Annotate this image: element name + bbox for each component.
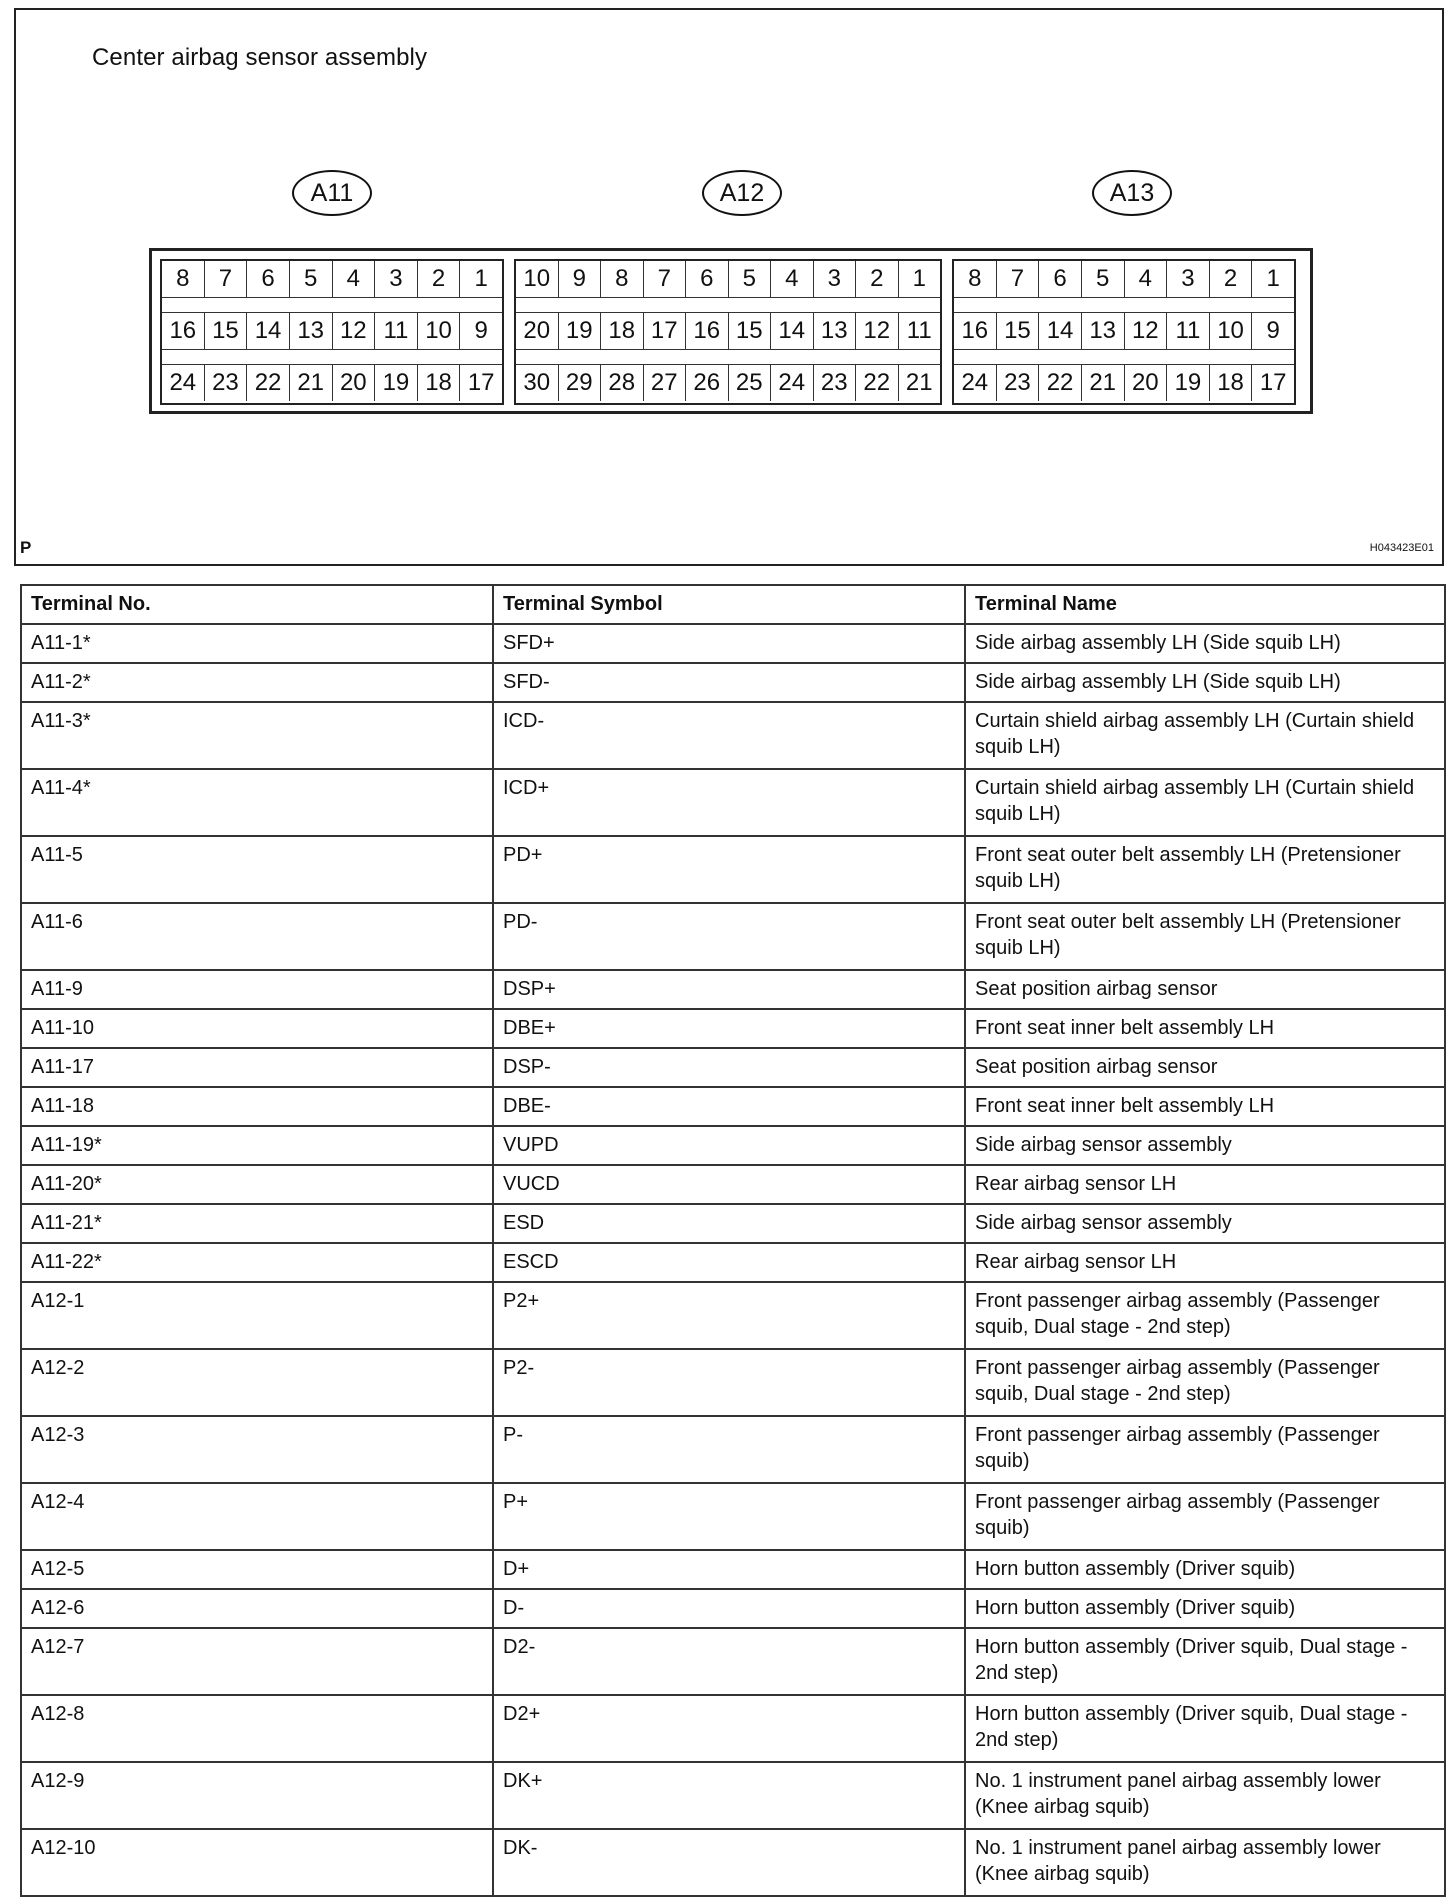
table-row [21,702,1445,769]
pin-row-divider [162,297,502,313]
pin-number: 11 [1167,313,1210,349]
pin-number: 5 [290,261,333,297]
terminal-no-cell: A11-17 [21,1048,493,1087]
terminal-no-cell: A11-5 [21,836,493,903]
pin-number: 15 [205,313,248,349]
pin-number: 17 [467,369,495,396]
pin-number: 24 [162,365,205,401]
connector-housing [149,248,1313,414]
pin-row-divider [954,349,1294,365]
table-row [21,663,1445,702]
pin-number: 13 [814,313,857,349]
terminal-symbol-cell: DK+ [493,1762,965,1829]
terminal-name-cell: Rear airbag sensor LH [965,1165,1445,1204]
pin-number: 26 [686,365,729,401]
terminal-symbol-cell: P+ [493,1483,965,1550]
terminal-name-cell: Horn button assembly (Driver squib) [965,1550,1445,1589]
pin-number: 18 [601,313,644,349]
pin-number: 19 [375,365,418,401]
table-row [21,1126,1445,1165]
terminal-symbol-cell: ESD [493,1204,965,1243]
terminal-no-cell: A11-6 [21,903,493,970]
terminal-no-cell: A12-4 [21,1483,493,1550]
table-header-row [21,585,1445,624]
table-row [21,836,1445,903]
table-row [21,1204,1445,1243]
pin-number: 5 [729,261,772,297]
terminal-no-cell: A12-8 [21,1695,493,1762]
pin-number: 20 [516,313,559,349]
terminal-symbol-cell: SFD+ [493,624,965,663]
terminal-no-cell: A11-19* [21,1126,493,1165]
pin-number: 11 [906,317,932,344]
terminal-name-cell: No. 1 instrument panel airbag assembly lower (Knee airbag squib) [965,1762,1445,1829]
figure-code-right: H043423E01 [1369,542,1434,554]
pin-number: 2 [418,261,461,297]
terminal-name-cell: Front passenger airbag assembly (Passenger squib) [965,1483,1445,1550]
table-row [21,970,1445,1009]
header-terminal-symbol: Terminal Symbol [493,585,965,624]
terminal-symbol-cell: D- [493,1589,965,1628]
terminal-no-cell: A11-4* [21,769,493,836]
terminal-no-cell: A12-2 [21,1349,493,1416]
pin-number: 7 [997,261,1040,297]
table-row [21,1550,1445,1589]
terminal-no-cell: A11-21* [21,1204,493,1243]
pin-number: 14 [247,313,290,349]
pin-number: 16 [686,313,729,349]
pin-row [954,261,1294,297]
table-row [21,903,1445,970]
pin-number: 6 [247,261,290,297]
pin-number: 25 [729,365,772,401]
terminal-name-cell: Front passenger airbag assembly (Passenger squib, Dual stage - 2nd step) [965,1349,1445,1416]
pin-number: 10 [418,313,461,349]
pin-number: 18 [418,365,461,401]
table-row [21,1695,1445,1762]
pin-number: 7 [205,261,248,297]
pin-row [954,313,1294,349]
terminal-table [20,584,1446,1897]
table-row [21,1483,1445,1550]
terminal-name-cell: Seat position airbag sensor [965,970,1445,1009]
terminal-symbol-cell: P2+ [493,1282,965,1349]
pin-row [516,365,940,401]
terminal-symbol-cell: D+ [493,1550,965,1589]
table-row [21,624,1445,663]
table-row [21,1165,1445,1204]
terminal-name-cell: Curtain shield airbag assembly LH (Curtain shield squib LH) [965,702,1445,769]
terminal-symbol-cell: DBE+ [493,1009,965,1048]
pin-number: 9 [559,261,602,297]
pin-number: 17 [1259,369,1287,396]
pin-number: 9 [474,317,488,344]
table-row [21,1087,1445,1126]
pin-number: 17 [644,313,687,349]
pin-row-divider [954,297,1294,313]
terminal-symbol-cell: PD+ [493,836,965,903]
terminal-no-cell: A12-7 [21,1628,493,1695]
pin-number: 19 [559,313,602,349]
table-row [21,1048,1445,1087]
terminal-symbol-cell: P2- [493,1349,965,1416]
terminal-name-cell: Side airbag sensor assembly [965,1126,1445,1165]
terminal-no-cell: A11-2* [21,663,493,702]
pin-number: 24 [771,365,814,401]
pin-number: 16 [954,313,997,349]
table-row [21,1243,1445,1282]
terminal-name-cell: Side airbag assembly LH (Side squib LH) [965,624,1445,663]
terminal-symbol-cell: SFD- [493,663,965,702]
pin-number: 6 [686,261,729,297]
terminal-no-cell: A12-1 [21,1282,493,1349]
terminal-no-cell: A12-9 [21,1762,493,1829]
terminal-symbol-cell: DK- [493,1829,965,1896]
pin-row-divider [516,297,940,313]
pin-number: 4 [1125,261,1168,297]
terminal-symbol-cell: PD- [493,903,965,970]
pin-number: 12 [1125,313,1168,349]
pin-number: 8 [162,261,205,297]
pin-number: 14 [771,313,814,349]
pin-number: 21 [905,369,933,396]
pin-row [516,261,940,297]
pin-number: 15 [729,313,772,349]
terminal-symbol-cell: D2+ [493,1695,965,1762]
pin-number: 5 [1082,261,1125,297]
pin-number: 28 [601,365,644,401]
pin-number: 22 [1039,365,1082,401]
terminal-symbol-cell: DSP- [493,1048,965,1087]
table-row [21,1416,1445,1483]
pin-row [162,261,502,297]
terminal-symbol-cell: ICD+ [493,769,965,836]
table-row [21,1589,1445,1628]
connector-label-a13: A13 [1092,170,1172,216]
pin-row [516,313,940,349]
pin-number: 12 [333,313,376,349]
terminal-symbol-cell: DSP+ [493,970,965,1009]
pin-number: 9 [1266,317,1280,344]
pin-number: 4 [771,261,814,297]
connector-a13 [952,259,1296,405]
terminal-name-cell: Front passenger airbag assembly (Passenger squib, Dual stage - 2nd step) [965,1282,1445,1349]
pin-number: 10 [1210,313,1253,349]
terminal-no-cell: A11-22* [21,1243,493,1282]
terminal-no-cell: A11-1* [21,624,493,663]
table-row [21,769,1445,836]
table-row [21,1282,1445,1349]
terminal-name-cell: Horn button assembly (Driver squib, Dual stage - 2nd step) [965,1628,1445,1695]
terminal-name-cell: Front seat inner belt assembly LH [965,1087,1445,1126]
terminal-name-cell: Front seat outer belt assembly LH (Pretensioner squib LH) [965,836,1445,903]
pin-number: 11 [375,313,418,349]
terminal-no-cell: A12-10 [21,1829,493,1896]
pin-number: 21 [1082,365,1125,401]
pin-number: 16 [162,313,205,349]
terminal-name-cell: Front seat inner belt assembly LH [965,1009,1445,1048]
terminal-name-cell: Rear airbag sensor LH [965,1243,1445,1282]
terminal-symbol-cell: VUCD [493,1165,965,1204]
pin-row [162,365,502,401]
pin-number: 23 [997,365,1040,401]
pin-number: 18 [1210,365,1253,401]
connector-a11 [160,259,504,405]
connector-label-a11: A11 [292,170,372,216]
terminal-name-cell: Front seat outer belt assembly LH (Pretensioner squib LH) [965,903,1445,970]
pin-number: 2 [856,261,899,297]
terminal-symbol-cell: D2- [493,1628,965,1695]
pin-row [954,365,1294,401]
figure-title: Center airbag sensor assembly [92,44,428,71]
terminal-symbol-cell: ICD- [493,702,965,769]
terminal-no-cell: A11-18 [21,1087,493,1126]
header-terminal-name: Terminal Name [965,585,1445,624]
terminal-no-cell: A11-3* [21,702,493,769]
terminal-no-cell: A12-3 [21,1416,493,1483]
pin-number: 27 [644,365,687,401]
table-row [21,1829,1445,1896]
pin-number: 23 [205,365,248,401]
terminal-name-cell: Horn button assembly (Driver squib, Dual stage - 2nd step) [965,1695,1445,1762]
terminal-no-cell: A11-20* [21,1165,493,1204]
connector-a12 [514,259,942,405]
pin-number: 21 [290,365,333,401]
terminal-symbol-cell: ESCD [493,1243,965,1282]
terminal-name-cell: Side airbag sensor assembly [965,1204,1445,1243]
pin-number: 13 [290,313,333,349]
pin-number: 7 [644,261,687,297]
pin-number: 1 [474,265,488,292]
terminal-name-cell: Seat position airbag sensor [965,1048,1445,1087]
terminal-symbol-cell: DBE- [493,1087,965,1126]
pin-number: 6 [1039,261,1082,297]
connector-label-a12: A12 [702,170,782,216]
terminal-name-cell: Front passenger airbag assembly (Passenger squib) [965,1416,1445,1483]
pin-number: 10 [516,261,559,297]
header-terminal-no: Terminal No. [21,585,493,624]
table-row [21,1349,1445,1416]
pin-number: 19 [1167,365,1210,401]
pin-number: 8 [601,261,644,297]
terminal-no-cell: A12-6 [21,1589,493,1628]
connector-illustration [14,8,1444,566]
pin-number: 3 [814,261,857,297]
pin-number: 14 [1039,313,1082,349]
terminal-symbol-cell: P- [493,1416,965,1483]
terminal-name-cell: Horn button assembly (Driver squib) [965,1589,1445,1628]
pin-number: 15 [997,313,1040,349]
pin-number: 1 [912,265,926,292]
terminal-no-cell: A11-9 [21,970,493,1009]
pin-number: 4 [333,261,376,297]
pin-number: 1 [1266,265,1280,292]
terminal-symbol-cell: VUPD [493,1126,965,1165]
pin-number: 13 [1082,313,1125,349]
pin-number: 2 [1210,261,1253,297]
table-row [21,1628,1445,1695]
pin-row-divider [162,349,502,365]
pin-number: 20 [333,365,376,401]
pin-row [162,313,502,349]
terminal-name-cell: No. 1 instrument panel airbag assembly lower (Knee airbag squib) [965,1829,1445,1896]
pin-number: 29 [559,365,602,401]
terminal-name-cell: Curtain shield airbag assembly LH (Curtain shield squib LH) [965,769,1445,836]
table-row [21,1009,1445,1048]
pin-number: 8 [954,261,997,297]
figure-code-left: P [20,538,32,557]
terminal-no-cell: A11-10 [21,1009,493,1048]
pin-number: 22 [247,365,290,401]
pin-row-divider [516,349,940,365]
pin-number: 24 [954,365,997,401]
terminal-no-cell: A12-5 [21,1550,493,1589]
pin-number: 20 [1125,365,1168,401]
pin-number: 3 [1167,261,1210,297]
pin-number: 12 [856,313,899,349]
pin-number: 30 [516,365,559,401]
pin-number: 23 [814,365,857,401]
pin-number: 3 [375,261,418,297]
pin-number: 22 [856,365,899,401]
terminal-name-cell: Side airbag assembly LH (Side squib LH) [965,663,1445,702]
table-row [21,1762,1445,1829]
